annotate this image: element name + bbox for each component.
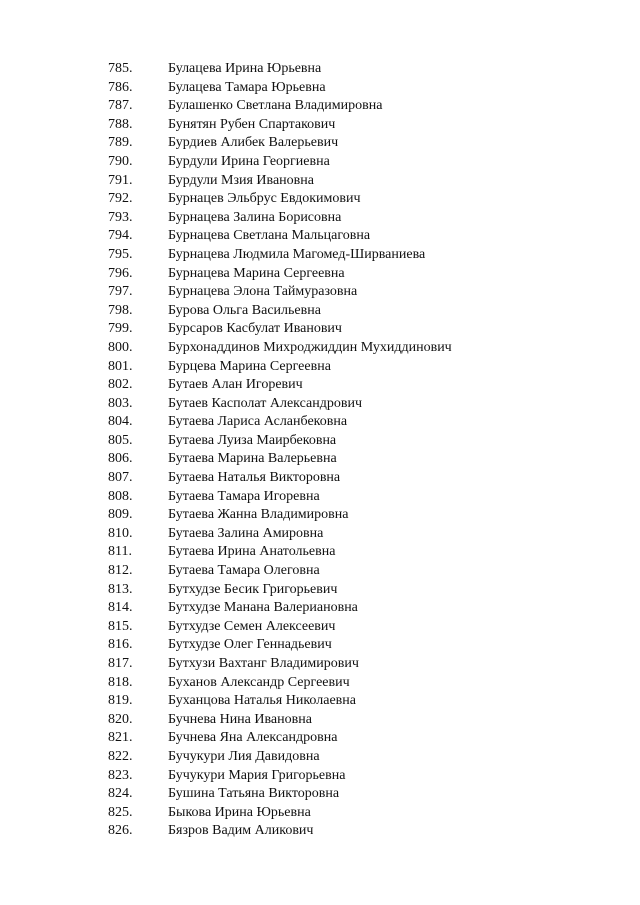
entry-name: Бурнацева Людмила Магомед-Ширваниева [168,246,426,262]
entry-name: Бурдули Ирина Георгиевна [168,153,330,169]
entry-name: Бучукури Лия Давидовна [168,748,320,764]
entry-name: Бучукури Мария Григорьевна [168,767,346,783]
entry-name: Бутхудзе Семен Алексеевич [168,618,336,634]
entry-name: Бутаева Жанна Владимировна [168,507,349,523]
entry-number: 806. [108,451,133,467]
entry-number: 794. [108,228,133,244]
list-item [0,320,640,339]
entry-number: 785. [108,61,133,76]
entry-number: 810. [108,525,133,541]
entry-name: Бутхудзе Олег Геннадьевич [168,637,332,653]
list-item [0,265,640,284]
list-item [0,655,640,674]
list-item [0,79,640,98]
entry-number: 791. [108,172,133,188]
list-item [0,729,640,748]
entry-number: 801. [108,358,133,374]
list-item [0,153,640,172]
entry-number: 824. [108,786,133,802]
list-item [0,674,640,693]
name-list [0,60,640,841]
entry-number: 807. [108,470,133,486]
entry-name: Бутхудзе Бесик Григорьевич [168,581,338,597]
list-item [0,302,640,321]
list-item [0,506,640,525]
entry-number: 802. [108,377,133,393]
list-item [0,395,640,414]
list-item [0,636,640,655]
list-item [0,209,640,228]
entry-number: 800. [108,339,133,355]
list-item [0,413,640,432]
entry-name: Бурнацева Светлана Мальцаговна [168,228,371,244]
entry-name: Бурдули Мзия Ивановна [168,172,314,188]
entry-number: 787. [108,98,133,114]
entry-name: Бурнацева Элона Таймуразовна [168,284,358,300]
entry-name: Бушина Татьяна Викторовна [168,786,340,802]
list-item [0,785,640,804]
list-item [0,543,640,562]
entry-name: Бурнацева Марина Сергеевна [168,265,345,281]
entry-number: 788. [108,116,133,132]
entry-number: 796. [108,265,133,281]
entry-name: Бутаева Луиза Маирбековна [168,432,337,448]
entry-number: 793. [108,209,133,225]
list-item [0,469,640,488]
list-item [0,692,640,711]
entry-number: 809. [108,507,133,523]
entry-name: Бурсаров Касбулат Иванович [168,321,342,337]
entry-number: 816. [108,637,133,653]
entry-number: 803. [108,395,133,411]
entry-name: Булацева Тамара Юрьевна [168,79,326,95]
entry-number: 799. [108,321,133,337]
entry-number: 789. [108,135,133,151]
entry-number: 804. [108,414,133,430]
list-item [0,358,640,377]
list-item [0,97,640,116]
entry-name: Бутаева Тамара Олеговна [168,563,320,579]
list-item [0,227,640,246]
entry-name: Бучнева Яна Александровна [168,730,338,746]
list-item [0,804,640,823]
entry-number: 805. [108,432,133,448]
list-item [0,60,640,79]
list-item [0,116,640,135]
entry-number: 826. [108,823,133,839]
entry-number: 812. [108,563,133,579]
entry-name: Бутхудзе Манана Валериановна [168,600,358,616]
list-item [0,488,640,507]
list-item [0,748,640,767]
entry-name: Булацева Ирина Юрьевна [168,61,322,76]
list-item [0,172,640,191]
entry-name: Бурхонаддинов Михроджиддин Мухиддинович [168,339,452,355]
entry-name: Бурцева Марина Сергеевна [168,358,331,374]
list-item [0,450,640,469]
entry-name: Быкова Ирина Юрьевна [168,804,311,820]
entry-number: 823. [108,767,133,783]
entry-number: 815. [108,618,133,634]
list-item [0,134,640,153]
entry-number: 819. [108,693,133,709]
list-item [0,711,640,730]
entry-name: Бутхузи Вахтанг Владимирович [168,656,359,671]
entry-number: 818. [108,674,133,690]
list-item [0,822,640,841]
entry-number: 822. [108,748,133,764]
list-item [0,246,640,265]
entry-number: 792. [108,191,133,207]
entry-name: Булашенко Светлана Владимировна [168,98,383,114]
entry-name: Бутаева Лариса Асланбековна [168,414,348,430]
list-item [0,581,640,600]
list-item [0,599,640,618]
list-item [0,525,640,544]
entry-number: 821. [108,730,133,746]
entry-name: Бурнацев Эльбрус Евдокимович [168,191,361,207]
entry-name: Бутаева Ирина Анатольевна [168,544,336,560]
list-item [0,376,640,395]
entry-name: Бутаев Алан Игоревич [168,377,303,393]
entry-name: Бутаев Касполат Александрович [168,395,362,411]
entry-name: Бутаева Залина Амировна [168,525,324,541]
entry-number: 797. [108,284,133,300]
entry-name: Буханцова Наталья Николаевна [168,693,356,709]
entry-name: Бутаева Марина Валерьевна [168,451,337,467]
entry-name: Бучнева Нина Ивановна [168,711,312,727]
entry-name: Бунятян Рубен Спартакович [168,116,336,132]
entry-number: 795. [108,246,133,262]
entry-number: 813. [108,581,133,597]
entry-name: Бутаева Тамара Игоревна [168,488,320,504]
list-item [0,767,640,786]
entry-name: Бурнацева Залина Борисовна [168,209,342,225]
entry-name: Бурова Ольга Васильевна [168,302,321,318]
entry-number: 811. [108,544,132,560]
list-item [0,339,640,358]
entry-name: Бурдиев Алибек Валерьевич [168,135,339,151]
list-item [0,562,640,581]
entry-number: 808. [108,488,133,504]
list-item [0,190,640,209]
entry-name: Бязров Вадим Аликович [168,823,314,839]
entry-number: 798. [108,302,133,318]
entry-number: 825. [108,804,133,820]
entry-name: Буханов Александр Сергеевич [168,674,350,690]
list-item [0,283,640,302]
entry-number: 786. [108,79,133,95]
list-item [0,618,640,637]
entry-number: 790. [108,153,133,169]
entry-number: 814. [108,600,133,616]
entry-name: Бутаева Наталья Викторовна [168,470,341,486]
list-item [0,432,640,451]
entry-number: 817. [108,656,133,671]
entry-number: 820. [108,711,133,727]
